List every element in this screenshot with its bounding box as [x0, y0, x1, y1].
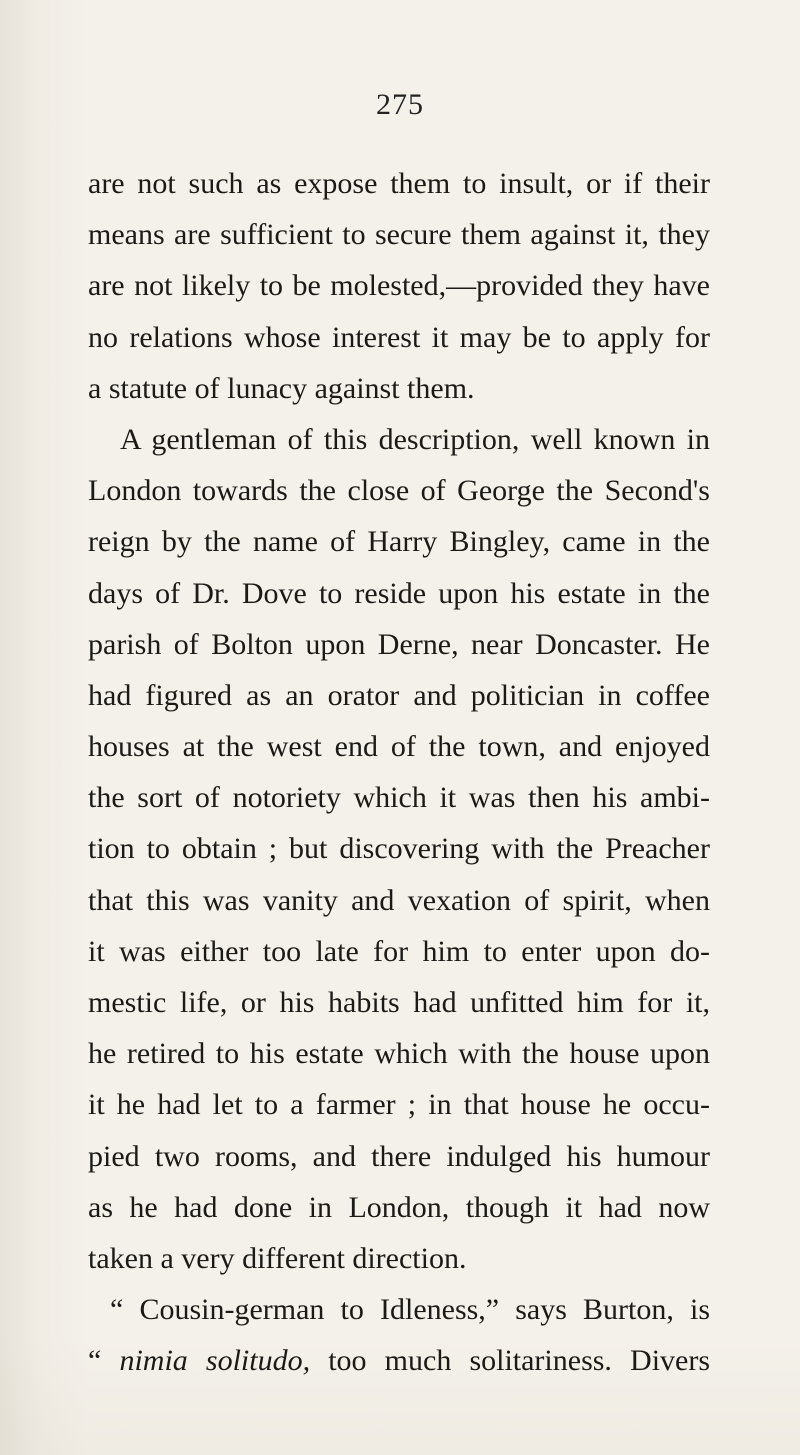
text-line: A gentleman of this description, well known in: [120, 422, 710, 456]
text-line: had figured as an orator and politician in coffee: [88, 678, 710, 712]
text-line: are not such as expose them to insult, or if their: [88, 167, 710, 200]
text-line: “ Cousin-german to Idleness,” says Burton, is: [110, 1293, 710, 1327]
text-line: days of Dr. Dove to reside upon his estate in the: [88, 576, 710, 610]
open-quote: “: [88, 1344, 102, 1378]
text-line: it he had let to a farmer ; in that house he occu-: [88, 1088, 710, 1122]
text-line: no relations whose interest it may be to apply for: [88, 320, 710, 354]
text-line: a statute of lunacy against them.: [88, 371, 475, 405]
text-line: houses at the west end of the town, and enjoyed: [88, 730, 710, 764]
body-text: [88, 158, 710, 1387]
text-line: London towards the close of George the Second's: [88, 474, 710, 508]
page-number: 275: [376, 88, 424, 121]
text-line: means are sufficient to secure them against it, they: [88, 218, 710, 252]
latin-phrase: nimia solitudo,: [119, 1344, 311, 1378]
text-line: taken a very different direction.: [88, 1241, 467, 1275]
text-line: reign by the name of Harry Bingley, came in the: [88, 525, 710, 559]
text-line: it was either too late for him to enter upon do-: [88, 934, 710, 968]
text-line: as he had done in London, though it had now: [88, 1190, 710, 1224]
text-line: pied two rooms, and there indulged his humour: [88, 1139, 710, 1173]
text-line: tion to obtain ; but discovering with the Preacher: [88, 832, 710, 866]
text-rest: too much solitariness. Divers: [328, 1344, 711, 1378]
text-line: mestic life, or his habits had unfitted him for it,: [88, 986, 710, 1019]
text-line: the sort of notoriety which it was then his ambi-: [88, 781, 710, 815]
text-line: that this was vanity and vexation of spirit, when: [88, 883, 710, 917]
text-line-mixed: [88, 1335, 710, 1386]
text-line: he retired to his estate which with the house upon: [88, 1037, 710, 1071]
text-line: parish of Bolton upon Derne, near Doncaster. He: [88, 627, 710, 661]
text-line: are not likely to be molested,—provided they have: [88, 269, 710, 303]
